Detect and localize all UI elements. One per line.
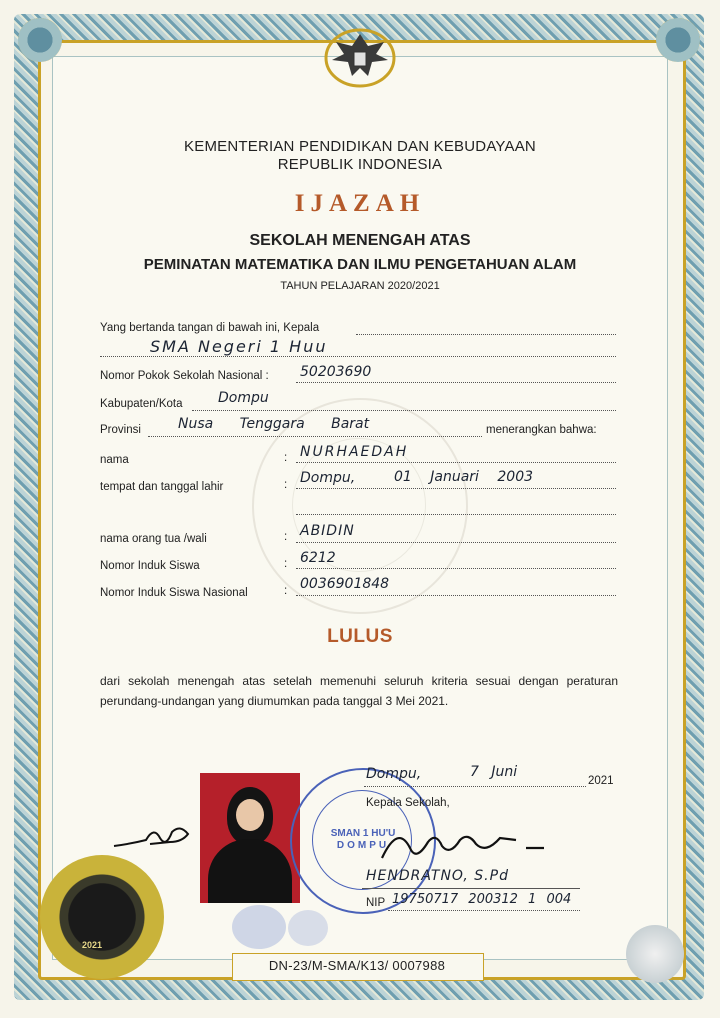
dotted-line: [388, 910, 580, 911]
fingerprint: [288, 910, 328, 946]
nisn-label: Nomor Induk Siswa Nasional: [100, 587, 248, 599]
school-level: SEKOLAH MENENGAH ATAS: [249, 232, 471, 249]
corner-ornament-tl: [18, 18, 62, 62]
colon: :: [284, 531, 288, 543]
dotted-line: [296, 488, 616, 489]
provinsi-label: Provinsi: [100, 424, 141, 436]
nip-value: 19750717 200312 1 004: [392, 892, 572, 907]
nama-label: nama: [100, 454, 129, 466]
dotted-line: [148, 436, 482, 437]
document-title: IJAZAH: [294, 190, 426, 217]
colon: :: [284, 452, 288, 464]
seal-year: 2021: [82, 940, 103, 950]
nis-value: 6212: [300, 550, 336, 566]
corner-ornament-tr: [656, 18, 700, 62]
ttl-date: 01 Januari 2003: [394, 469, 534, 485]
ministry-header: [0, 138, 720, 174]
ttl-place: Dompu,: [300, 470, 356, 486]
dotted-line: [364, 786, 586, 787]
ministry-line2: REPUBLIK INDONESIA: [277, 156, 443, 173]
dotted-line: [296, 514, 616, 515]
ministry-line1: KEMENTERIAN PENDIDIKAN DAN KEBUDAYAAN: [184, 138, 536, 155]
sign-year: 2021: [588, 775, 614, 787]
colon: :: [284, 585, 288, 597]
dotted-line: [100, 356, 616, 357]
dotted-line: [296, 595, 616, 596]
sign-place: Dompu,: [366, 766, 422, 782]
photo-body: [208, 839, 292, 903]
graduation-status: LULUS: [327, 626, 393, 647]
stamp-line1: SMAN 1 HU'U: [330, 828, 396, 839]
school-name: SMA Negeri 1 Huu: [150, 337, 328, 356]
stamp-line2: DOMPU: [336, 840, 390, 851]
sign-title: Kepala Sekolah,: [366, 797, 450, 809]
photo-face: [236, 799, 264, 831]
nisn-value: 0036901848: [300, 576, 390, 592]
ttl-label: tempat dan tanggal lahir: [100, 481, 224, 493]
peminatan: PEMINATAN MATEMATIKA DAN ILMU PENGETAHUAN ALAM: [143, 256, 577, 273]
dotted-line: [296, 462, 616, 463]
fingerprint: [232, 905, 286, 949]
kabupaten-value: Dompu: [218, 390, 269, 406]
dotted-line: [356, 334, 616, 335]
dotted-line: [296, 542, 616, 543]
sign-date: 7 Juni: [470, 764, 518, 780]
academic-year: TAHUN PELAJARAN 2020/2021: [280, 280, 440, 292]
intro-label: Yang bertanda tangan di bawah ini, Kepala: [100, 322, 320, 334]
garuda-emblem-icon: [322, 24, 398, 88]
principal-signature-icon: [376, 818, 556, 870]
student-photo: [200, 773, 300, 903]
colon: :: [284, 479, 288, 491]
student-signature-icon: [110, 818, 196, 858]
serial-number: DN-23/M-SMA/K13/ 0007988: [268, 958, 446, 973]
dotted-line: [192, 410, 616, 411]
signature-underline: [362, 888, 580, 889]
ortu-label: nama orang tua /wali: [100, 533, 207, 545]
dotted-line: [296, 568, 616, 569]
ortu-value: ABIDIN: [300, 523, 355, 539]
colon: :: [284, 558, 288, 570]
provinsi-value: Nusa Tenggara Barat: [178, 416, 370, 432]
hologram-sticker: [626, 925, 684, 983]
kabupaten-label: Kabupaten/Kota: [100, 398, 183, 410]
npsn-value: 50203690: [300, 364, 372, 380]
result-paragraph: dari sekolah menengah atas setelah memenuhi seluruh kriteria sesuai dengan peraturan perundang-undangan yang diumumkan pada tanggal 3 Mei 2021.: [100, 674, 618, 708]
nip-label: NIP: [366, 897, 386, 909]
principal-name: HENDRATNO, S.Pd: [366, 868, 509, 884]
nama-value: NURHAEDAH: [300, 444, 409, 460]
nis-label: Nomor Induk Siswa: [100, 560, 200, 572]
npsn-label: Nomor Pokok Sekolah Nasional :: [100, 370, 269, 382]
embossed-seal: [40, 855, 164, 979]
menerangkan-label: menerangkan bahwa:: [486, 424, 597, 436]
dotted-line: [296, 382, 616, 383]
